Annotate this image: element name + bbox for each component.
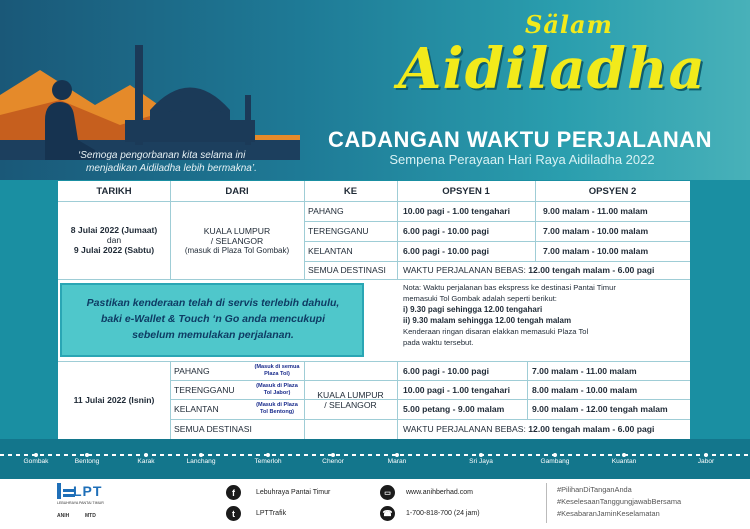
free-travel-value-1: 12.00 tengah malam - 6.00 pagi bbox=[528, 265, 655, 275]
route-town: Gombak bbox=[23, 458, 49, 465]
quote-line-1: ‘Semoga pengorbanan kita selama ini bbox=[78, 150, 246, 161]
reminder-line-1: Pastikan kenderaan telah di servis terlebih dahulu, bbox=[86, 297, 340, 309]
dest-semua-2: SEMUA DESTINASI bbox=[174, 424, 252, 434]
op2-kelantan-1: 7.00 malam - 10.00 malam bbox=[543, 246, 649, 256]
highway-route-bar bbox=[0, 439, 750, 479]
op1-kelantan-1: 6.00 pagi - 10.00 pagi bbox=[403, 246, 489, 256]
date-sabtu: 9 Julai 2022 (Sabtu) bbox=[73, 245, 155, 255]
op1-pahang-2: 6.00 pagi - 10.00 pagi bbox=[403, 365, 489, 376]
note-line-2: memasuki Tol Gombak adalah seperti berikut: bbox=[403, 294, 557, 303]
route-town: Karak bbox=[137, 458, 155, 465]
hashtag-3: #KesabaranJaminKeselamatan bbox=[557, 509, 660, 518]
route-town: Sri Jaya bbox=[469, 458, 493, 465]
origin-cell-1 bbox=[170, 201, 304, 279]
note-line-5: Kenderaan ringan disaran elakkan memasuki Plaza Tol bbox=[403, 327, 589, 336]
route-town: Bentong bbox=[74, 458, 100, 465]
pahang-entry-note-1: (Masuk di semua bbox=[254, 364, 300, 370]
op2-pahang-1: 9.00 malam - 11.00 malam bbox=[543, 206, 648, 216]
pahang-entry-note bbox=[252, 364, 302, 378]
op2-kelantan-2: 9.00 malam - 12.00 tengah malam bbox=[532, 404, 668, 414]
free-travel-2 bbox=[403, 419, 688, 439]
date-11-julai: 11 Julai 2022 (Isnin) bbox=[73, 395, 155, 405]
route-town: Kuantan bbox=[611, 458, 637, 465]
origin-selangor-2: / SELANGOR bbox=[324, 400, 377, 410]
route-stop-dot bbox=[622, 453, 626, 457]
op1-terengganu-1: 6.00 pagi - 10.00 pagi bbox=[403, 226, 489, 236]
kelantan-entry-note-1: (Masuk di Plaza bbox=[256, 402, 298, 408]
origin-kl: KUALA LUMPUR bbox=[203, 225, 271, 236]
route-stop-dot bbox=[331, 453, 335, 457]
route-town: Chenor bbox=[322, 458, 344, 465]
dest-pahang-2: PAHANG bbox=[174, 365, 210, 376]
free-travel-1 bbox=[403, 261, 688, 279]
route-town: Maran bbox=[387, 458, 407, 465]
facebook-label[interactable]: Lebuhraya Pantai Timur bbox=[256, 489, 331, 496]
website-label[interactable]: www.anihberhad.com bbox=[406, 489, 473, 496]
header-opsyen-1: OPSYEN 1 bbox=[397, 181, 535, 201]
pahang-entry-note-2: Plaza Tol) bbox=[264, 371, 290, 377]
reminder-line-3: sebelum memulakan perjalanan. bbox=[132, 329, 294, 341]
quote-line-2: menjadikan Aidiladha lebih bermakna’. bbox=[86, 163, 257, 174]
route-stop-dot bbox=[144, 453, 148, 457]
hashtag-1: #PilihanDiTanganAnda bbox=[557, 485, 632, 494]
page-subtitle: Sempena Perayaan Hari Raya Aidiladha 2022 bbox=[389, 152, 655, 167]
anih-logo: ANIH bbox=[57, 513, 70, 519]
bus-note bbox=[403, 282, 688, 348]
phone-label[interactable]: 1-700-818-700 (24 jam) bbox=[406, 510, 480, 517]
header-tarikh: TARIKH bbox=[58, 181, 170, 201]
route-town: Jabor bbox=[697, 458, 715, 465]
terengganu-entry-note-1: (Masuk di Plaza bbox=[256, 383, 298, 389]
origin-gombak: (masuk di Plaza Tol Gombak) bbox=[184, 245, 290, 255]
dest-kelantan-1: KELANTAN bbox=[308, 246, 353, 256]
footer bbox=[0, 479, 750, 529]
dest-kelantan-2: KELANTAN bbox=[174, 404, 219, 414]
op2-terengganu-2: 8.00 malam - 10.00 malam bbox=[532, 384, 638, 395]
route-town: Lanchang bbox=[186, 458, 216, 465]
dest-pahang-1: PAHANG bbox=[308, 206, 344, 216]
op2-terengganu-1: 7.00 malam - 10.00 malam bbox=[543, 226, 649, 236]
facebook-icon[interactable]: f bbox=[226, 485, 241, 500]
note-line-1: Nota: Waktu perjalanan bas ekspress ke destinasi Pantai Timur bbox=[403, 283, 616, 292]
route-stop-dot bbox=[266, 453, 270, 457]
route-town: Temerloh bbox=[254, 458, 282, 465]
lpt-logo-sub: LEBUHRAYA PANTAI TIMUR bbox=[57, 501, 104, 505]
free-travel-value-2: 12.00 tengah malam - 6.00 pagi bbox=[528, 424, 655, 434]
route-line bbox=[0, 454, 750, 456]
op2-pahang-2: 7.00 malam - 11.00 malam bbox=[532, 365, 637, 376]
header-dari: DARI bbox=[170, 181, 304, 201]
web-icon[interactable]: ▭ bbox=[380, 485, 395, 500]
reminder-banner bbox=[60, 283, 364, 357]
route-town: Gambang bbox=[540, 458, 570, 465]
terengganu-entry-note bbox=[252, 383, 302, 397]
op1-terengganu-2: 10.00 pagi - 1.00 tengahari bbox=[403, 384, 510, 395]
twitter-icon[interactable]: t bbox=[226, 506, 241, 521]
lpt-logo bbox=[57, 483, 107, 523]
reminder-line-2: baki e-Wallet & Touch ‘n Go anda mencukupi bbox=[100, 313, 326, 325]
origin-selangor: / SELANGOR bbox=[210, 235, 264, 246]
hashtag-2: #KeselesaanTanggungjawabBersama bbox=[557, 497, 682, 506]
header-opsyen-2: OPSYEN 2 bbox=[535, 181, 690, 201]
terengganu-entry-note-2: Tol Jabor) bbox=[263, 390, 291, 396]
origin-cell-2 bbox=[304, 361, 397, 439]
note-line-3: i) 9.30 pagi sehingga 12.00 tengahari bbox=[403, 305, 543, 314]
date-cell-8-9-julai bbox=[58, 201, 170, 279]
route-stop-dot bbox=[553, 453, 557, 457]
dest-semua-1: SEMUA DESTINASI bbox=[308, 265, 386, 275]
route-stop-dot bbox=[34, 453, 38, 457]
date-jumaat: 8 Julai 2022 (Jumaat) bbox=[70, 225, 158, 235]
aidiladha-title: Aidiladha bbox=[398, 36, 706, 102]
mtd-logo: MTD bbox=[85, 513, 96, 519]
op1-kelantan-2: 5.00 petang - 9.00 malam bbox=[403, 404, 505, 414]
route-stop-dot bbox=[479, 453, 483, 457]
origin-kl-2: KUALA LUMPUR bbox=[317, 390, 384, 400]
op1-pahang-1: 10.00 pagi - 1.00 tengahari bbox=[403, 206, 510, 216]
greeting-quote bbox=[78, 149, 338, 175]
phone-icon[interactable]: ☎ bbox=[380, 506, 395, 521]
salam-script-title: Sälam bbox=[525, 10, 613, 39]
free-travel-label-2: WAKTU PERJALANAN BEBAS: bbox=[403, 424, 529, 434]
kelantan-entry-note bbox=[252, 402, 302, 416]
route-stop-dot bbox=[704, 453, 708, 457]
twitter-label[interactable]: LPTTrafik bbox=[256, 510, 287, 517]
header-ke: KE bbox=[304, 181, 397, 201]
dest-terengganu-2: TERENGGANU bbox=[174, 384, 235, 395]
free-travel-label-1: WAKTU PERJALANAN BEBAS: bbox=[403, 265, 529, 275]
page-title: CADANGAN WAKTU PERJALANAN bbox=[327, 127, 713, 152]
mosque-sunset-illustration bbox=[0, 40, 300, 160]
route-stop-dot bbox=[85, 453, 89, 457]
kelantan-entry-note-2: Tol Bentong) bbox=[259, 409, 295, 415]
note-line-4: ii) 9.30 malam sehingga 12.00 tengah malam bbox=[403, 316, 572, 325]
lpt-logo-text: LPT bbox=[73, 483, 103, 499]
note-line-6: pada waktu tersebut. bbox=[403, 338, 474, 347]
route-stop-dot bbox=[199, 453, 203, 457]
route-stop-dot bbox=[395, 453, 399, 457]
dest-terengganu-1: TERENGGANU bbox=[308, 226, 369, 236]
date-and: dan bbox=[106, 235, 122, 245]
